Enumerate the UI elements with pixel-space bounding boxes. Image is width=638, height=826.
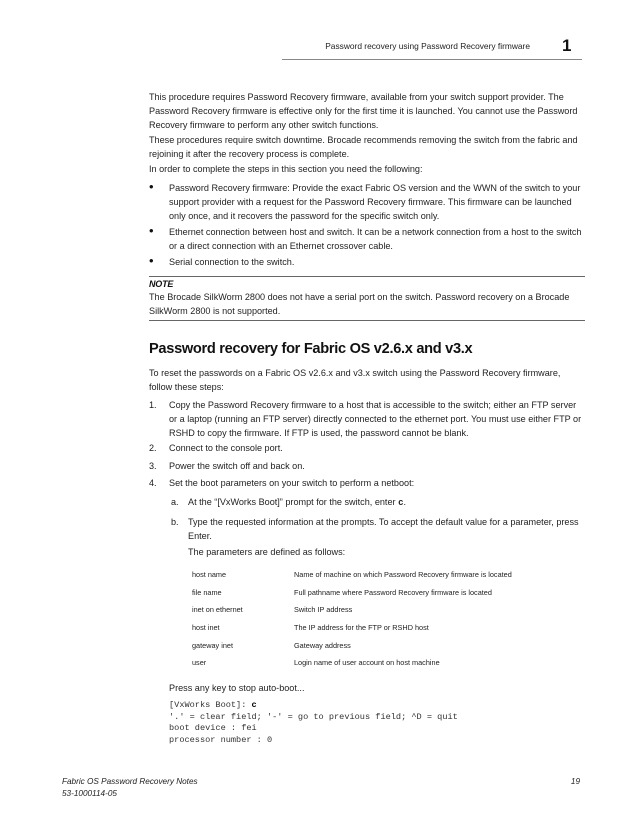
params-table xyxy=(192,566,512,672)
param-name: gateway inet xyxy=(192,640,233,650)
section-heading: Password recovery for Fabric OS v2.6.x and v3.x xyxy=(149,341,473,357)
code-line xyxy=(169,700,458,712)
substep-item xyxy=(149,495,585,509)
substep-item xyxy=(149,515,585,543)
step-number: 4. xyxy=(149,478,157,488)
bullet-icon: • xyxy=(149,223,154,238)
substep-text xyxy=(188,495,585,510)
param-desc: Full pathname where Password Recovery firmware is located xyxy=(294,587,492,597)
substep-letter: b. xyxy=(171,517,179,527)
running-header-title: Password recovery using Password Recovery firmware xyxy=(325,41,530,51)
note-bottom-rule xyxy=(149,320,585,321)
table-row xyxy=(192,601,512,619)
param-name: inet on ethernet xyxy=(192,605,243,615)
substep-text: Type the requested information at the prompts. To accept the default value for a parameter, press Enter. xyxy=(188,517,579,541)
table-row xyxy=(192,636,512,654)
step-item xyxy=(149,398,585,440)
code-block xyxy=(169,700,458,746)
param-desc: Switch IP address xyxy=(294,605,353,615)
footer-doc-title: Fabric OS Password Recovery Notes xyxy=(62,777,198,786)
code-line: boot device : fei xyxy=(169,723,257,733)
intro-paragraph-3-text: In order to complete the steps in this section you need the following: xyxy=(149,164,423,174)
substep-text-after: . xyxy=(403,497,407,507)
intro-paragraph-2-text: These procedures require switch downtime. Brocade recommends removing the switch from the fabric and rejoining it after the recovery process is complete. xyxy=(149,135,578,159)
table-row xyxy=(192,619,512,637)
step-number: 1. xyxy=(149,400,157,410)
chapter-number: 1 xyxy=(562,36,572,55)
step-text: Power the switch off and back on. xyxy=(169,461,305,471)
param-desc: Name of machine on which Password Recovery firmware is located xyxy=(294,570,512,580)
intro-paragraph-1-text: This procedure requires Password Recovery firmware, available from your switch support provider. The Password Recovery firmware is effective only for the first time it is launched. You cannot use the Password Recovery firmware to perform any other switch functions. xyxy=(149,92,578,130)
substep-text-before: At the “[VxWorks Boot]” prompt for the switch, enter xyxy=(188,497,399,507)
bullet-icon: • xyxy=(149,253,154,268)
section-intro-text: To reset the passwords on a Fabric OS v2.6.x and v3.x switch using the Password Recovery firmware, follow these steps: xyxy=(149,368,561,392)
code-prompt-input: c xyxy=(251,700,257,710)
param-desc: Login name of user account on host machine xyxy=(294,658,440,668)
step-text: Connect to the console port. xyxy=(169,443,283,453)
table-row xyxy=(192,654,512,672)
param-name: host inet xyxy=(192,623,220,633)
param-desc: The IP address for the FTP or RSHD host xyxy=(294,623,429,633)
params-table-wrapper xyxy=(192,566,512,672)
param-name: user xyxy=(192,658,207,668)
step-text: Set the boot parameters on your switch to perform a netboot: xyxy=(169,478,415,488)
step-number: 3. xyxy=(149,461,157,471)
table-row xyxy=(192,584,512,602)
page-number: 19 xyxy=(570,777,580,786)
bullet-text: Password Recovery firmware: Provide the exact Fabric OS version and the WWN of the switch to your support provider with a request for the Password Recovery firmware. This firmware can be launched only once, and it recovers the password for the specific switch only. xyxy=(169,183,581,221)
bullet-text: Serial connection to the switch. xyxy=(169,257,295,267)
bullet-item xyxy=(149,225,585,253)
intro-paragraph-2 xyxy=(149,133,585,161)
params-intro-text: The parameters are defined as follows: xyxy=(188,547,346,557)
param-desc: Gateway address xyxy=(294,640,351,650)
intro-paragraph-3 xyxy=(149,162,585,176)
param-name: host name xyxy=(192,570,227,580)
bullet-item xyxy=(149,255,585,269)
table-row xyxy=(192,566,512,584)
note-label: NOTE xyxy=(149,279,174,289)
note-top-rule xyxy=(149,276,585,277)
step-text: Copy the Password Recovery firmware to a host that is accessible to the switch; either an FTP server or a laptop (running an FTP server) directly connected to the ethernet port. You must use either FTP or RSHD to copy the firmware. If FTP is used, the password cannot be blank. xyxy=(169,400,582,438)
step-item xyxy=(149,476,585,490)
step-number: 2. xyxy=(149,443,157,453)
footer-doc-number: 53-1000114-05 xyxy=(62,789,117,798)
code-prompt: [VxWorks Boot]: xyxy=(169,700,252,710)
press-key-text: Press any key to stop auto-boot... xyxy=(169,683,305,693)
section-intro xyxy=(149,366,585,394)
press-key-line xyxy=(169,681,569,695)
note-body xyxy=(149,290,585,318)
code-line: processor number : 0 xyxy=(169,734,273,745)
bullet-text: Ethernet connection between host and switch. It can be a network connection from a host to the switch or a direct connection with an Ethernet crossover cable. xyxy=(169,227,582,251)
param-name: file name xyxy=(192,587,222,597)
header-rule xyxy=(282,59,582,60)
note-text: The Brocade SilkWorm 2800 does not have a serial port on the switch. Password recovery on a Brocade SilkWorm 2800 is not supported. xyxy=(149,292,570,316)
substep-letter: a. xyxy=(171,497,179,507)
step-item xyxy=(149,459,585,473)
bullet-item xyxy=(149,181,585,223)
step-item xyxy=(149,441,585,455)
bullet-icon: • xyxy=(149,179,154,194)
intro-paragraph-1 xyxy=(149,90,585,132)
params-intro xyxy=(188,545,568,559)
substep-code: c xyxy=(398,497,404,508)
code-line: '.' = clear field; '-' = go to previous field; ^D = quit xyxy=(169,711,458,722)
